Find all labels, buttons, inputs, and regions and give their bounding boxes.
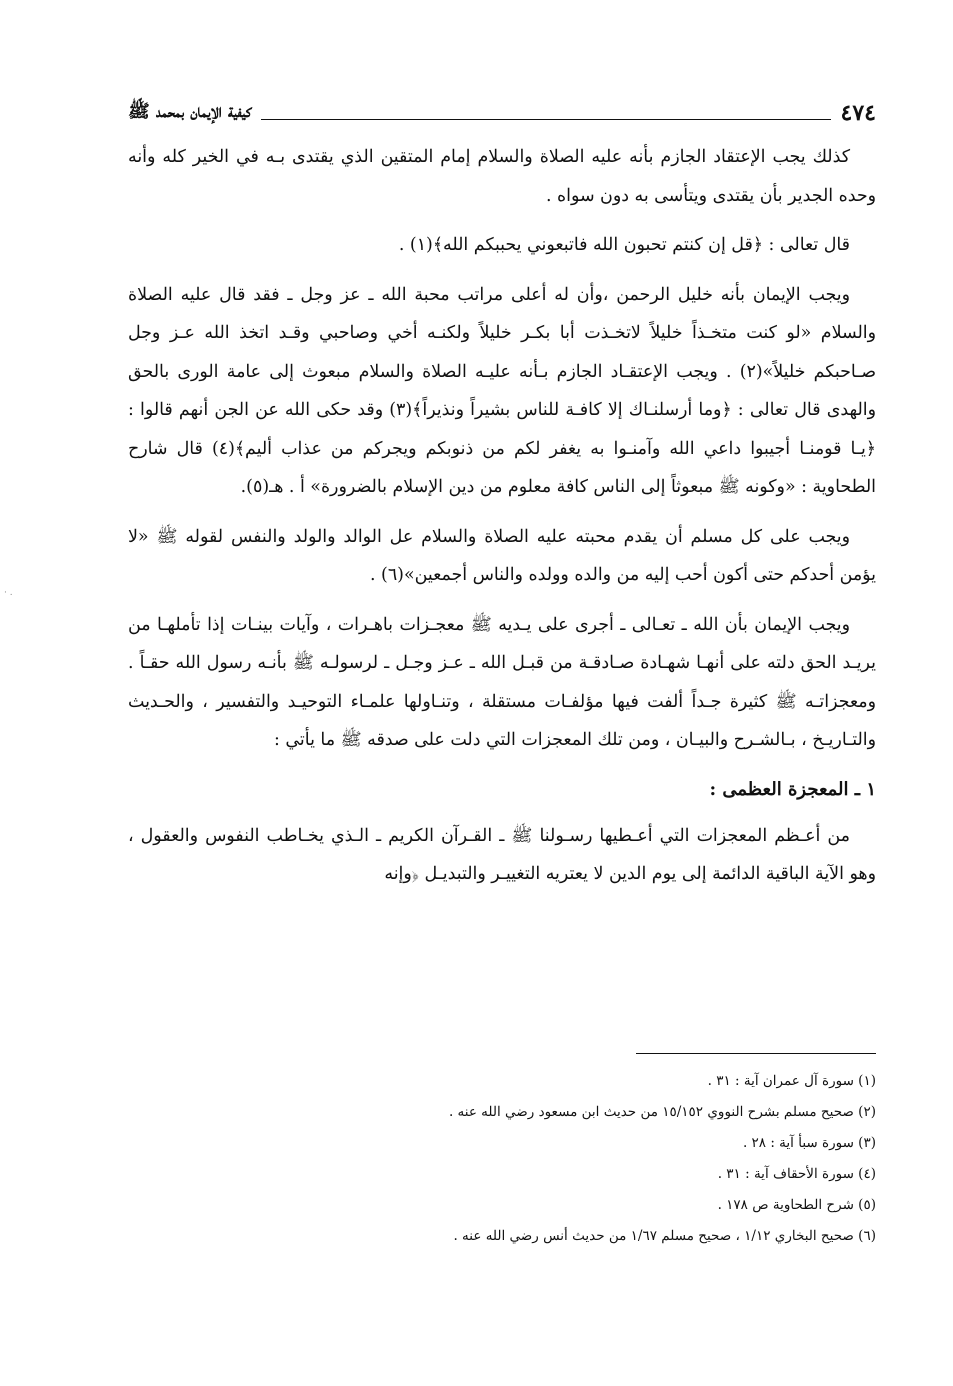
- body-text: [128, 138, 876, 905]
- paragraph-1: كذلك يجب الإعتقاد الجازم بأنه عليه الصلاة والسلام إمام المتقين الذي يقتدى بـه في الخير كله وأنه وحده الجدير بأن يقتدى ويتأسى به دون سواه .: [128, 147, 876, 206]
- footnote-3: (٣) سورة سبأ آية : ٢٨ .: [742, 1135, 876, 1151]
- paragraph-3: ويجب الإيمان بأنه خليل الرحمن ،وأن له أعلى مراتب محبة الله ـ عز وجل ـ فقد قال عليه الصلاة والسلام «لو كنت متخـذاً خليلاً لاتخـذت أبا بكـر خليلاً ولكنـه أخي وصاحبي وقـد اتخذ الله عـز وجل صـاحبكم خليلاً»(٢) . ويجب الإعتقـاد الجازم بـأنه عليـه الصلاة والسلام مبعوث إلى عامة الورى بالحق والهدى قال تعالى : ﴿وما أرسلنـاك إلا كافـة للناس بشيراً ونذيراً﴾(٣) وقد حكى الله عن الجن أنهم قالوا : ﴿يـا قومنـا أجيبوا داعي الله وآمنـوا به يغفر لكم من ذنوبكم ويجركم من عذاب أليم﴾(٤) قال شارح الطحاوية : «وكونه ﷺ مبعوثاً إلى الناس كافة معلوم من دين الإسلام بالضرورة» أ . هـ(٥).: [128, 284, 876, 497]
- footnote-6: (٦) صحيح البخاري ١/١٢ ، صحيح مسلم ١/٦٧ من حديث أنس رضي الله عنه .: [453, 1228, 876, 1244]
- footnote-rule: [636, 1053, 876, 1054]
- section-heading: ١ ـ المعجزة العظمى :: [709, 778, 876, 800]
- header-rule: [261, 119, 830, 120]
- footnote-4: (٤) سورة الأحقاف آية : ٣١ .: [717, 1166, 876, 1182]
- page-header: [128, 92, 876, 126]
- footnote-2: (٢) صحيح مسلم بشرح النووي ١٥/١٥٢ من حديث ابن مسعود رضي الله عنه .: [448, 1104, 876, 1120]
- paragraph-6: من أعـظم المعجزات التي أعـطيها رسـولنا ﷺ ـ القـرآن الكريم ـ الـذي يخـاطب النفوس والعقول ، وهو الآية الباقية الدائمة إلى يوم الدين لا يعتريه التغييـر والتبديـل ﴿وإنه: [128, 825, 876, 884]
- running-title: كيفية الإيمان بمحمد ﷺ: [128, 101, 252, 122]
- page-number: ٤٧٤: [840, 100, 876, 126]
- footnote-5: (٥) شرح الطحاوية ص ١٧٨ .: [717, 1197, 876, 1213]
- paragraph-4: ويجب على كل مسلم أن يقدم محبته عليه الصلاة والسلام عل الوالد والولد والنفس لقوله ﷺ «لا يؤمن أحدكم حتى أكون أحب إليه من والده وولده والناس أجمعين»(٦) .: [128, 526, 876, 585]
- footnotes: [128, 1066, 876, 1252]
- scan-speck: · .: [4, 588, 13, 598]
- paragraph-5: ويجب الإيمان بأن الله ـ تعـالى ـ أجرى على يـديه ﷺ معجـزات باهـرات ، وآيات بينـات إذا تأملهـا من يريـد الحق دلته على أنهـا شهـادة صـادقـة من قبـل الله ـ عـز وجـل ـ لرسولـه ﷺ بأنـه رسول الله حقـاً . ومعجزاتـه ﷺ كثيرة جـداً ألفت فيها مؤلفـات مستقلة ، وتنـاولها علمـاء التوحيـد والتفسير ، والحـديث والتـاريـخ ، بـالشـرح والبيـان ، ومن تلك المعجزات التي دلت على صدقه ﷺ ما يأتي :: [128, 614, 876, 750]
- paragraph-2: قال تعالى : ﴿قل إن كنتم تحبون الله فاتبعوني يحببكم الله﴾(١) .: [398, 235, 850, 255]
- footnote-1: (١) سورة آل عمران آية : ٣١ .: [707, 1073, 876, 1089]
